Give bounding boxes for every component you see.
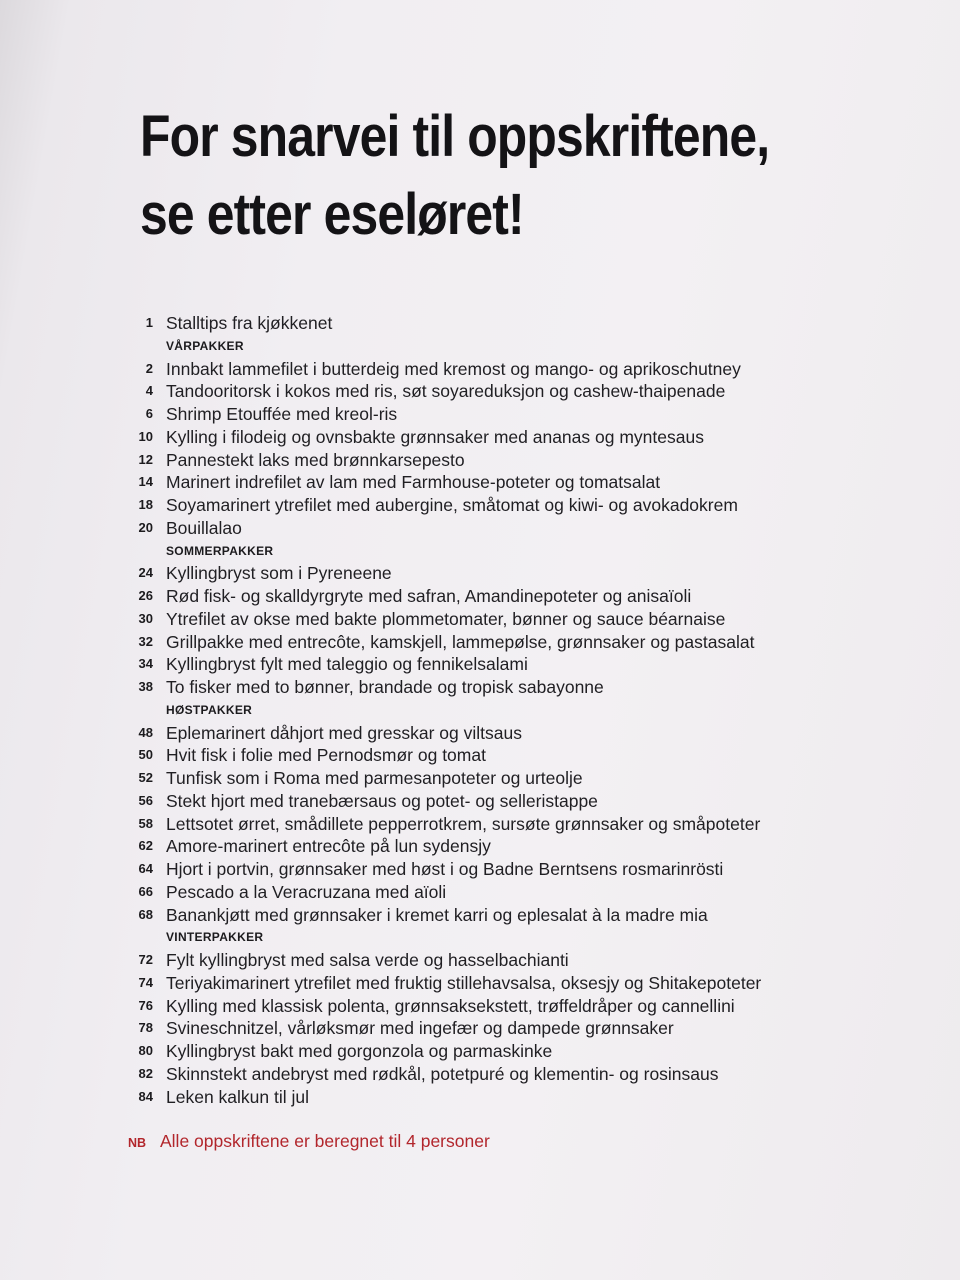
footnote-label: NB — [128, 1136, 147, 1150]
recipe-title: To fisker med to bønner, brandade og tropisk sabayonne — [166, 677, 604, 697]
recipe-title: Soyamarinert ytrefilet med aubergine, småtomat og kiwi- og avokadokrem — [166, 495, 738, 515]
page-number: 24 — [138, 565, 153, 581]
recipe-title: Hjort i portvin, grønnsaker med høst i og Badne Berntsens rosmarinrösti — [166, 859, 724, 879]
recipe-title: Innbakt lammefilet i butterdeig med kremost og mango- og aprikoschutney — [166, 358, 741, 379]
page-number: 20 — [138, 519, 153, 535]
toc-entry — [128, 722, 928, 745]
page-title — [140, 98, 837, 254]
page-number: 10 — [138, 428, 153, 444]
toc-entry — [128, 517, 928, 540]
toc-entry — [128, 995, 928, 1018]
page-number: 30 — [138, 610, 153, 626]
toc-entry — [128, 790, 928, 813]
recipe-title: Tandooritorsk i kokos med ris, søt soyareduksjon og cashew-thaipenade — [166, 381, 726, 402]
page-number: 62 — [138, 838, 153, 854]
table-of-contents — [128, 312, 928, 1108]
recipe-title: Eplemarinert dåhjort med gresskar og viltsaus — [166, 722, 522, 743]
page-number: 76 — [138, 997, 153, 1013]
title-line-1: For snarvei til oppskriftene, — [140, 104, 770, 169]
recipe-title: Rød fisk- og skalldyrgryte med safran, Amandinepoteter og anisaïoli — [166, 586, 692, 606]
recipe-title: Ytrefilet av okse med bakte plommetomater, bønner og sauce béarnaise — [166, 608, 726, 629]
recipe-title: Kyllingbryst bakt med gorgonzola og parmaskinke — [166, 1041, 553, 1061]
toc-entry — [128, 312, 928, 335]
page-number: 4 — [145, 383, 153, 399]
recipe-title: Hvit fisk i folie med Pernodsmør og tomat — [166, 745, 486, 766]
toc-entry — [128, 1086, 928, 1109]
section-heading: VINTERPAKKER — [166, 930, 264, 945]
toc-entry — [128, 744, 928, 767]
page-number: 6 — [145, 406, 153, 421]
page-number: 18 — [138, 497, 153, 512]
toc-entry — [128, 813, 928, 836]
toc-entry — [128, 358, 928, 381]
page-number: 52 — [138, 770, 153, 785]
recipe-title: Kylling med klassisk polenta, grønnsaksekstett, trøffeldråper og cannellini — [166, 995, 735, 1016]
title-line-2: se etter eseløret! — [140, 182, 524, 247]
recipe-title: Kylling i filodeig og ovnsbakte grønnsaker med ananas og myntesaus — [166, 426, 704, 447]
toc-entry — [128, 585, 928, 608]
toc-entry — [128, 653, 928, 676]
recipe-title: Fylt kyllingbryst med salsa verde og hasselbachianti — [166, 950, 569, 970]
page-number: 32 — [138, 633, 153, 649]
toc-entry — [128, 676, 928, 699]
toc-entry — [128, 1040, 928, 1063]
recipe-title: Tunfisk som i Roma med parmesanpoteter og urteolje — [166, 768, 583, 788]
toc-entry — [128, 494, 928, 517]
page-number: 2 — [145, 360, 153, 376]
section-heading: VÅRPAKKER — [166, 338, 244, 353]
recipe-title: Leken kalkun til jul — [166, 1086, 309, 1107]
recipe-title: Kyllingbryst fylt med taleggio og fennikelsalami — [166, 654, 528, 675]
toc-entry — [128, 858, 928, 881]
page-number: 1 — [145, 315, 153, 330]
recipe-title: Pannestekt laks med brønnkarsepesto — [166, 449, 465, 470]
toc-entry — [128, 403, 928, 426]
page-number: 58 — [138, 815, 153, 831]
recipe-title: Marinert indrefilet av lam med Farmhouse-poteter og tomatsalat — [166, 472, 661, 493]
recipe-title: Pescado a la Veracruzana med aïoli — [166, 881, 447, 902]
recipe-title: Skinnstekt andebryst med rødkål, potetpuré og klementin- og rosinsaus — [166, 1063, 719, 1084]
toc-entry — [128, 380, 928, 403]
toc-entry — [128, 631, 928, 654]
recipe-title: Shrimp Etouffée med kreol-ris — [166, 404, 398, 424]
toc-entry — [128, 767, 928, 790]
page-number: 68 — [138, 906, 153, 922]
section-heading: HØSTPAKKER — [166, 702, 253, 717]
footnote — [128, 1131, 490, 1152]
page-number: 38 — [138, 679, 153, 694]
toc-entry — [128, 835, 928, 858]
toc-entry — [128, 1063, 928, 1086]
recipe-title: Teriyakimarinert ytrefilet med fruktig stillehavsalsa, oksesjy og Shitakepoteter — [166, 972, 762, 993]
recipe-title: Banankjøtt med grønnsaker i kremet karri og eplesalat à la madre mia — [166, 904, 708, 925]
page-number: 48 — [138, 724, 153, 740]
recipe-title: Bouillalao — [166, 517, 242, 538]
toc-entry — [128, 471, 928, 494]
page-number: 84 — [138, 1088, 153, 1104]
footnote-text: Alle oppskriftene er beregnet til 4 personer — [160, 1131, 490, 1151]
page-number: 72 — [138, 952, 153, 967]
page-number: 56 — [138, 792, 153, 808]
toc-entry — [128, 881, 928, 904]
toc-entry — [128, 426, 928, 449]
toc-entry — [128, 562, 928, 585]
toc-entry — [128, 904, 928, 927]
recipe-title: Amore-marinert entrecôte på lun sydensjy — [166, 836, 491, 857]
page-number: 26 — [138, 588, 153, 603]
toc-entry — [128, 608, 928, 631]
page-number: 64 — [138, 861, 153, 876]
toc-entry — [128, 1017, 928, 1040]
page-number: 14 — [138, 474, 153, 490]
page-number: 66 — [138, 883, 153, 899]
page-number: 34 — [138, 656, 153, 672]
section-heading: SOMMERPAKKER — [166, 543, 274, 558]
recipe-title: Kyllingbryst som i Pyreneene — [166, 563, 392, 584]
recipe-title: Stekt hjort med tranebærsaus og potet- og selleristappe — [166, 790, 598, 811]
toc-entry — [128, 949, 928, 972]
page-number: 80 — [138, 1043, 153, 1058]
recipe-title: Grillpakke med entrecôte, kamskjell, lammepølse, grønnsaker og pastasalat — [166, 631, 755, 652]
recipe-title: Lettsotet ørret, smådillete pepperrotkrem, sursøte grønnsaker og småpoteter — [166, 813, 761, 834]
recipe-title: Stalltips fra kjøkkenet — [166, 313, 333, 333]
page-number: 74 — [138, 974, 153, 990]
page-number: 78 — [138, 1020, 153, 1036]
toc-entry — [128, 449, 928, 472]
page-number: 82 — [138, 1065, 153, 1081]
page-number: 12 — [138, 451, 153, 467]
recipe-title: Svineschnitzel, vårløksmør med ingefær og dampede grønnsaker — [166, 1018, 674, 1039]
page-number: 50 — [138, 747, 153, 763]
toc-entry — [128, 972, 928, 995]
